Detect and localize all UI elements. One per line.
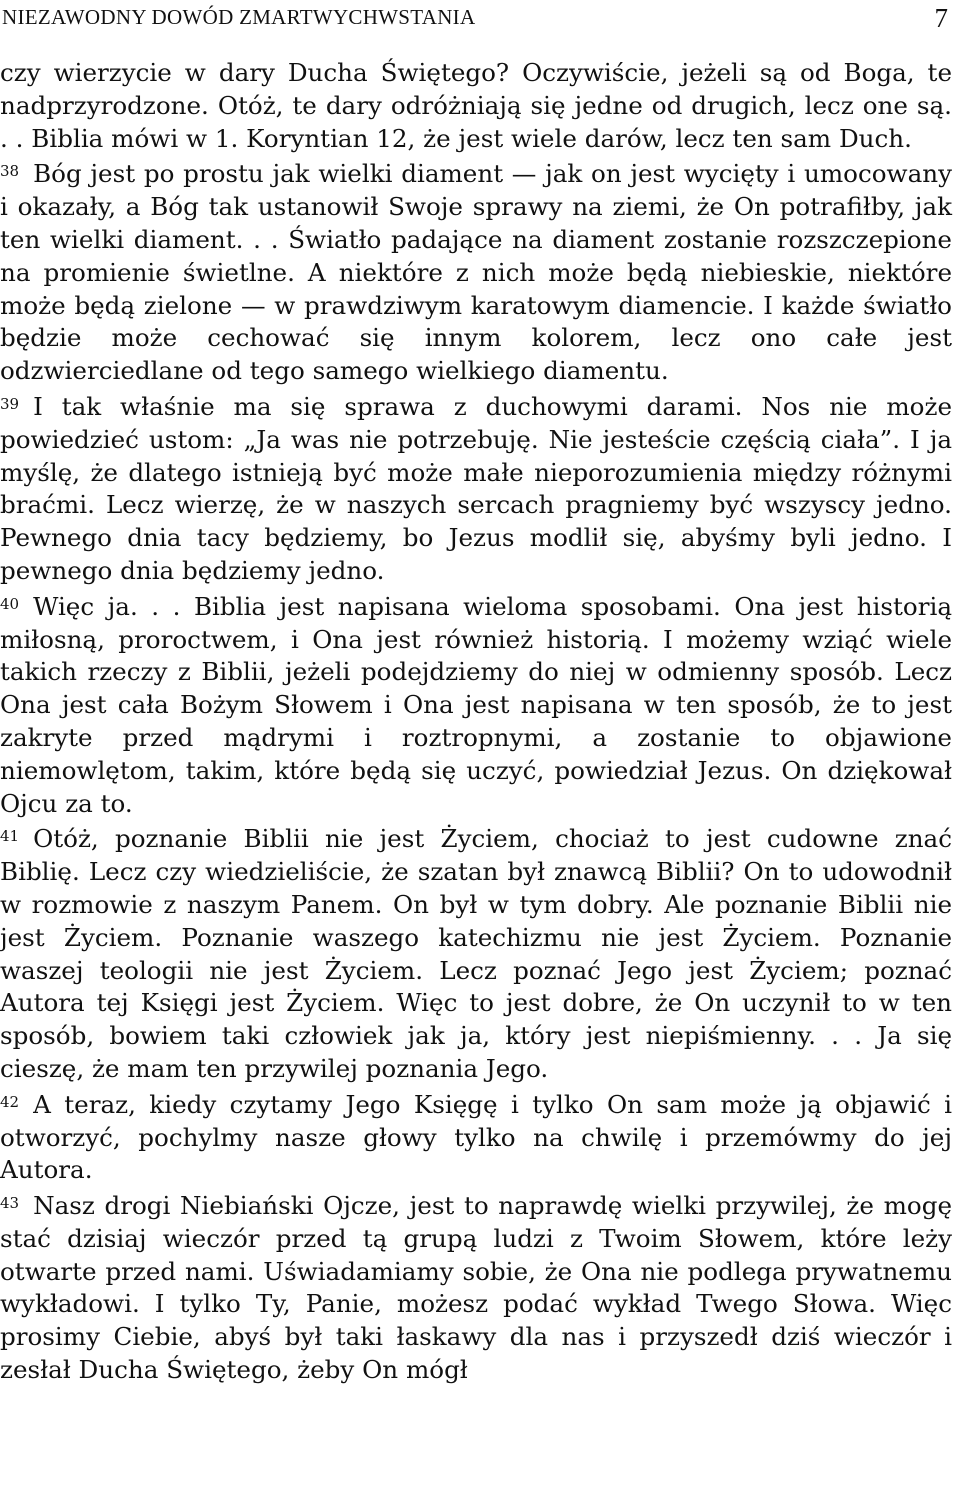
paragraph-text: Nasz drogi Niebiański Ojcze, jest to naprawdę wielki przywilej, że mogę stać dzisiaj wieczór przed tą grupą ludzi z Twoim Słowem, które leży otwarte przed nami. Uświadamiamy sobie, że Ona nie podlega prywatnemu wykładowi. I tylko Ty, Panie, możesz podać wykład Twego Słowa. Więc prosimy Ciebie, abyś był taki łaskawy dla nas i przyszedł dziś wieczór i zesłał Ducha Świętego, żeby On mógł: [0, 1191, 952, 1385]
running-title: NIEZAWODNY DOWÓD ZMARTWYCHWSTANIA: [2, 5, 476, 29]
paragraph-text: Bóg jest po prostu jak wielki diament — jak on jest wycięty i umocowany i okazały, a Bóg tak ustanowił Swoje sprawy na ziemi, że On potrafiłby, jak ten wielki diament. . . Światło padające na diament zostanie rozszczepione na promienie świetlne. A niektóre z nich może będą niebieskie, niektóre może będą zielone — w prawdziwym karatowym diamencie. I każde światło będzie może cechować się innym kolorem, lecz ono całe jest odzwierciedlane od tego samego wielkiego diamentu.: [0, 159, 952, 386]
page-number: 7: [934, 3, 948, 33]
paragraph-39: [0, 388, 952, 588]
paragraph-number: 42: [0, 1092, 20, 1111]
paragraph-number: 40: [0, 594, 20, 613]
running-header: [0, 0, 956, 42]
paragraph-number: 39: [0, 394, 20, 413]
paragraph-40: [0, 588, 952, 821]
paragraph-text: I tak właśnie ma się sprawa z duchowymi darami. Nos nie może powiedzieć ustom: „Ja was nie potrzebuję. Nie jesteście częścią ciała”. I ja myślę, że dlatego istnieją być może małe nieporozumienia między różnymi braćmi. Lecz wierzę, że w naszych sercach pragniemy być wszyscy jedno. Pewnego dnia tacy będziemy, bo Jezus modlił się, abyśmy byli jedno. I pewnego dnia będziemy jedno.: [0, 391, 952, 585]
paragraph-text: Otóż, poznanie Biblii nie jest Życiem, chociaż to jest cudowne znać Biblię. Lecz czy wiedzieliście, że szatan był znawcą Biblii? On to udowodnił w rozmowie z naszym Panem. On był w tym dobry. Ale poznanie Biblii nie jest Życiem. Poznanie waszego katechizmu nie jest Życiem. Poznanie waszej teologii nie jest Życiem. Lecz poznać Jego jest Życiem; poznać Autora tej Księgi jest Życiem. Więc to jest dobre, że On uczynił to w ten sposób, bowiem taki człowiek jak ja, który jest niepiśmienny. . . Ja się cieszę, że mam ten przywilej poznania Jego.: [0, 824, 952, 1083]
paragraph-number: 38: [0, 162, 20, 181]
paragraph-continuation: [0, 57, 952, 155]
body-text: [0, 57, 952, 1387]
paragraph-41: [0, 820, 952, 1085]
paragraph-42: [0, 1086, 952, 1187]
paragraph-text: Więc ja. . . Biblia jest napisana wieloma sposobami. Ona jest historią miłosną, proroctwem, i Ona jest również historią. I możemy wziąć wiele takich rzeczy z Biblii, jeżeli podejdziemy do niej w odmienny sposób. Lecz Ona jest cała Bożym Słowem i Ona jest napisana w ten sposób, że to jest zakryte przed mądrymi i roztropnymi, a zostanie to objawione niemowlętom, takim, które będą się uczyć, powiedział Jezus. On dziękował Ojcu za to.: [0, 591, 952, 818]
paragraph-number: 43: [0, 1194, 20, 1213]
paragraph-text: A teraz, kiedy czytamy Jego Księgę i tylko On sam może ją objawić i otworzyć, pochylmy nasze głowy tylko na chwilę i przemówmy do jej Autora.: [0, 1089, 952, 1185]
paragraph-43: [0, 1187, 952, 1387]
paragraph-text: czy wierzycie w dary Ducha Świętego? Oczywiście, jeżeli są od Boga, te nadprzyrodzone. Otóż, te dary odróżniają się jedne od drugich, lecz one są. . . Biblia mówi w 1. Koryntian 12, że jest wiele darów, lecz ten sam Duch.: [0, 58, 952, 153]
paragraph-38: [0, 155, 952, 388]
paragraph-number: 41: [0, 827, 20, 846]
